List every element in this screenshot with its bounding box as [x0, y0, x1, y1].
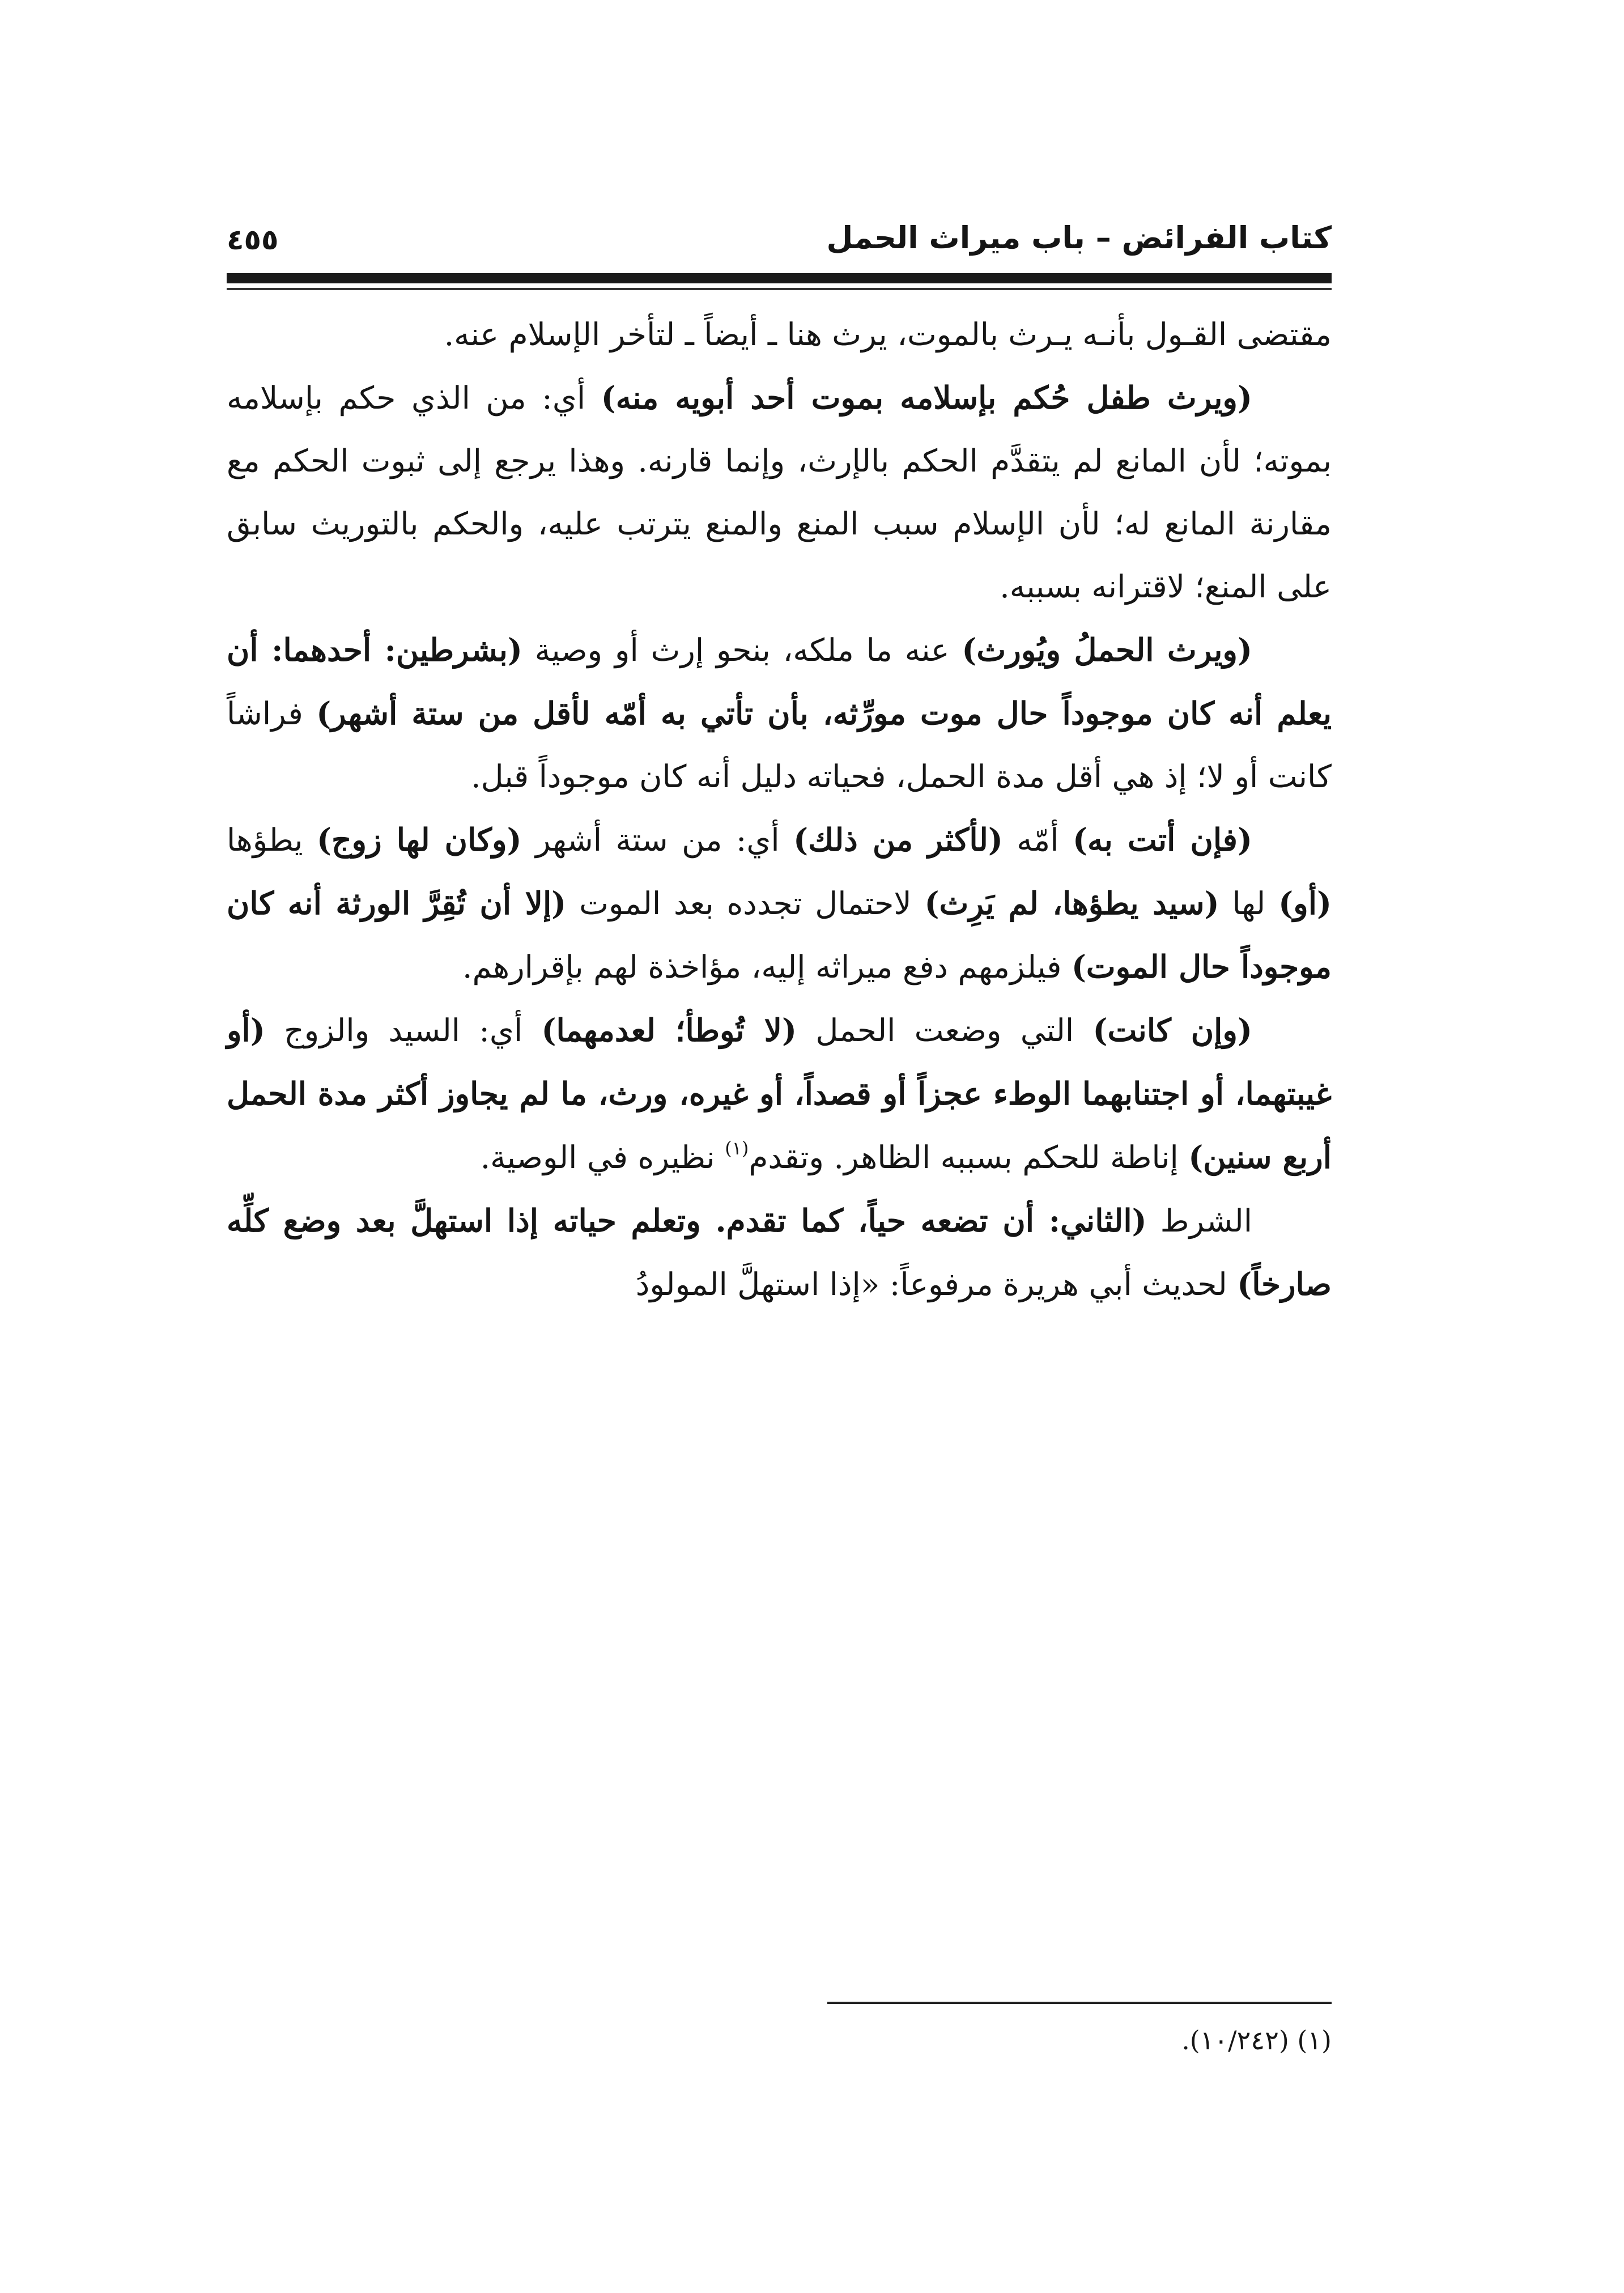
- commentary-text: أمّه: [1002, 822, 1073, 858]
- matn-text: (ويرث طفل حُكم بإسلامه بموت أحد أبويه منه): [601, 379, 1253, 416]
- paragraph: [227, 999, 1332, 1189]
- body-text: [227, 303, 1332, 1316]
- footnote: (١) (١٠/٢٤٢).: [1181, 2025, 1332, 2056]
- commentary-text: مقتضى القـول بأنـه يـرث بالموت، يرث هنا ـ أيضاً ـ لتأخر الإسلام عنه.: [444, 316, 1332, 353]
- commentary-text: لاحتمال تجدده بعد الموت: [566, 885, 925, 922]
- footnotes: [827, 2020, 1332, 2060]
- matn-text: (سيد يطؤها، لم يَرِث): [924, 885, 1219, 922]
- matn-text: (لأكثر من ذلك): [793, 821, 1003, 858]
- commentary-text: لحديث أبي هريرة مرفوعاً: «إذا استهلَّ المولودُ: [635, 1266, 1238, 1302]
- matn-text: (ويرث الحملُ ويُورث): [962, 631, 1252, 668]
- paragraph: [227, 618, 1332, 808]
- commentary-text: فيلزمهم دفع ميراثه إليه، مؤاخذة لهم بإقرارهم.: [462, 949, 1072, 985]
- matn-text: (الثاني: أن تضعه حياً، كما تقدم. وتعلم حياته إذا استهلَّ بعد وضع كلِّه صارخاً): [227, 1202, 1332, 1302]
- footnote-separator: [827, 2002, 1332, 2004]
- commentary-text: فراشاً كانت أو لا؛ إذ هي أقل مدة الحمل، فحياته دليل أنه كان موجوداً قبل.: [227, 695, 1332, 795]
- matn-text: (وإن كانت): [1092, 1012, 1253, 1048]
- matn-text: (وكان لها زوج): [317, 821, 522, 858]
- paragraph: [227, 303, 1332, 366]
- footnote-marker: (١): [725, 1137, 749, 1159]
- header-rule-thick: [227, 273, 1332, 283]
- commentary-text: التي وضعت الحمل: [797, 1012, 1093, 1048]
- commentary-text: نظيره في الوصية.: [480, 1139, 725, 1175]
- running-title: كتاب الفرائض – باب ميراث الحمل: [826, 220, 1332, 256]
- matn-text: (أو): [1278, 885, 1332, 922]
- matn-text: (لا تُوطأ؛ لعدمهما): [541, 1012, 797, 1048]
- commentary-text: لها: [1219, 885, 1279, 922]
- commentary-text: عنه ما ملكه، بنحو إرث أو وصية: [522, 632, 962, 668]
- paragraph: [227, 1189, 1332, 1316]
- commentary-text: يطؤها: [227, 822, 317, 858]
- commentary-text: أي: السيد والزوج: [265, 1012, 542, 1048]
- commentary-text: الشرط: [1146, 1203, 1252, 1239]
- page-number: ٤٥٥: [227, 223, 279, 256]
- matn-text: (إلا أن تُقِرَّ الورثة أنه كان موجوداً حال الموت): [227, 885, 1332, 985]
- commentary-text: إناطة للحكم بسببه الظاهر. وتقدم: [749, 1139, 1189, 1175]
- paragraph: [227, 808, 1332, 999]
- commentary-text: أي: من ستة أشهر: [521, 822, 794, 858]
- page-header: [227, 215, 1332, 269]
- commentary-text: أي: من الذي حكم بإسلامه بموته؛ لأن المانع لم يتقدَّم الحكم بالإرث، وإنما قارنه. وهذا يرجع إلى ثبوت الحكم مع مقارنة المانع له؛ لأن الإسلام سبب المنع والمنع يترتب عليه، والحكم بالتوريث سابق على المنع؛ لاقترانه بسببه.: [227, 380, 1332, 605]
- matn-text: (فإن أتت به): [1072, 821, 1252, 858]
- paragraph: [227, 366, 1332, 618]
- matn-text: (أو غيبتهما، أو اجتنابهما الوطء عجزاً أو قصداً، أو غيره، ورث، ما لم يجاوز أكثر مدة الحمل أربع سنين): [227, 1012, 1332, 1175]
- header-rule-thin: [227, 288, 1332, 290]
- matn-text: (بشرطين: أحدهما: أن يعلم أنه كان موجوداً حال موت مورِّثه، بأن تأتي به أمّه لأقل من ستة أشهر): [227, 631, 1332, 732]
